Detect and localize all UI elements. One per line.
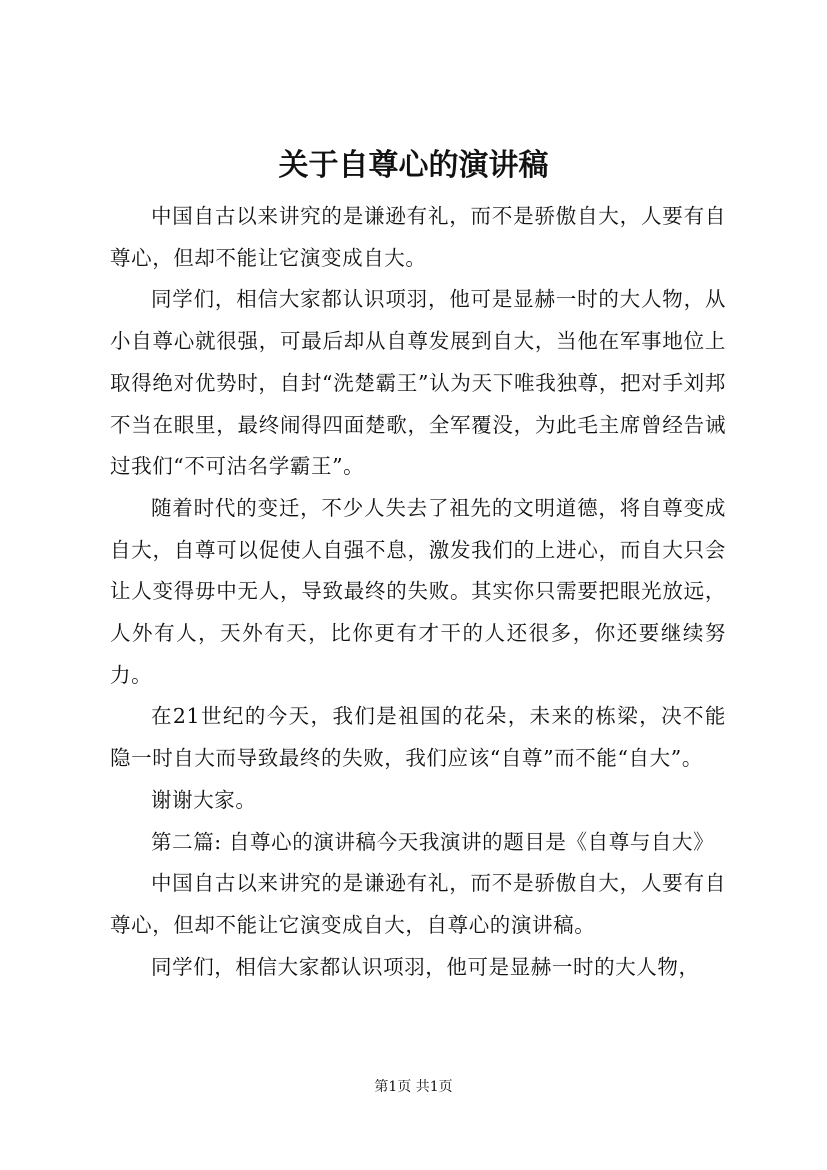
page-footer: 第1页 共1页 [374,1079,453,1095]
paragraph: 随着时代的变迁，不少人失去了祖先的文明道德，将自尊变成自大，自尊可以促使人自强不息，激发我们的上进心，而自大只会让人变得毋中无人，导致最终的失败。其实你只需要把眼光放远，人外有人，天外有天，比你更有才干的人还很多，你还要继续努力。 [110,495,726,687]
paragraph: 中国自古以来讲究的是谦逊有礼，而不是骄傲自大，人要有自尊心，但却不能让它演变成自大。 [110,204,726,270]
section-heading: 第二篇: 自尊心的演讲稿今天我演讲的题目是《自尊与自大》 [151,829,715,854]
paragraph: 中国自古以来讲究的是谦逊有礼，而不是骄傲自大，人要有自尊心，但却不能让它演变成自大，自尊心的演讲稿。 [110,871,726,937]
paragraph: 同学们，相信大家都认识项羽，他可是显赫一时的大人物， [151,954,700,979]
document-body [110,196,726,988]
paragraph: 同学们，相信大家都认识项羽，他可是显赫一时的大人物，从小自尊心就很强，可最后却从自尊发展到自大，当他在军事地位上取得绝对优势时，自封“洗楚霸王”认为天下唯我独尊，把对手刘邦不当在眼里，最终闹得四面楚歌，全军覆没，为此毛主席曾经告诫过我们“不可沽名学霸王”。 [110,287,726,479]
paragraph: 在21世纪的今天，我们是祖国的花朵，未来的栋梁，决不能隐一时自大而导致最终的失败，我们应该“自尊”而不能“自大”。 [110,704,726,771]
document-title: 关于自尊心的演讲稿 [278,148,549,183]
paragraph: 谢谢大家。 [151,787,257,812]
